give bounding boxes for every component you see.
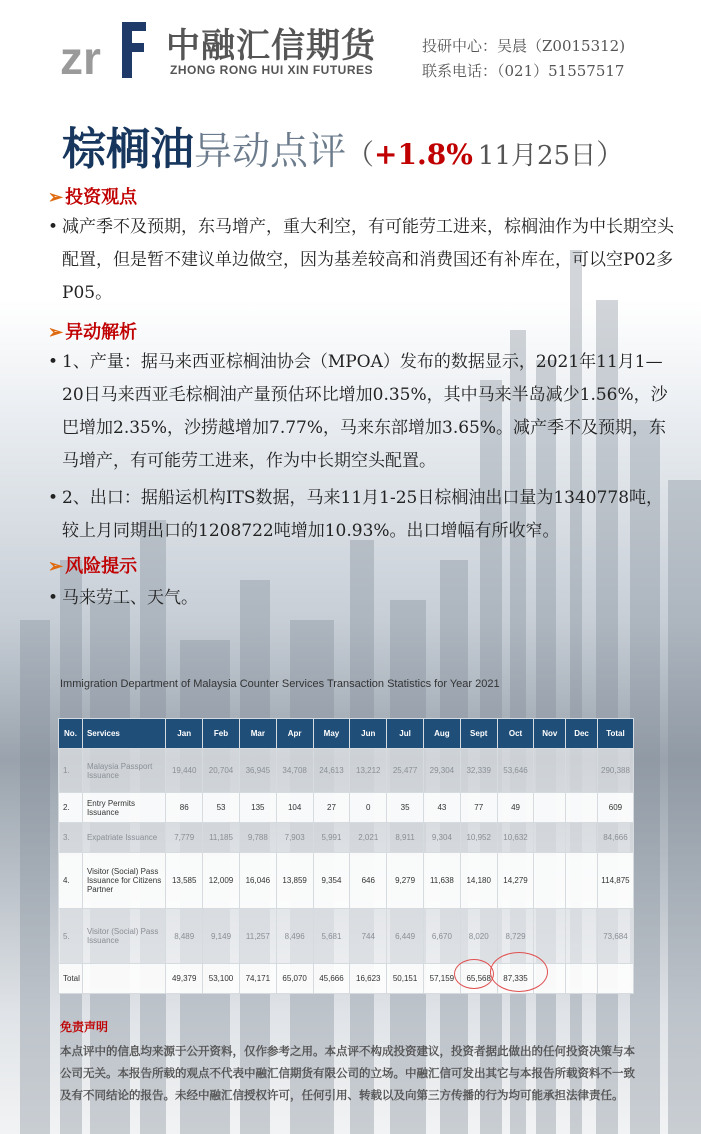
- table-cell: 104: [276, 793, 313, 823]
- table-cell: 646: [350, 853, 387, 909]
- table-cell: 9,149: [203, 909, 240, 964]
- table-cell: 53,100: [203, 964, 240, 994]
- col-header: Total: [597, 719, 633, 749]
- table-cell: 73,684: [597, 909, 633, 964]
- table-cell: 32,339: [460, 749, 497, 793]
- table-cell: [566, 793, 598, 823]
- table-cell: 25,477: [387, 749, 424, 793]
- table-cell: 84,666: [597, 823, 633, 853]
- title-paren-open: （: [346, 138, 375, 171]
- title-paren-close: ）: [596, 138, 625, 171]
- table-cell: Malaysia Passport Issuance: [82, 749, 165, 793]
- analysis-bullet-2: [48, 482, 678, 548]
- col-header: Jul: [387, 719, 424, 749]
- contact-info: [422, 34, 625, 84]
- table-cell: [566, 823, 598, 853]
- table-cell: [534, 823, 566, 853]
- table-cell: 10,632: [497, 823, 534, 853]
- table-header-row: [59, 719, 634, 749]
- table-cell: 5,991: [313, 823, 350, 853]
- col-header: Jan: [166, 719, 203, 749]
- col-header: Oct: [497, 719, 534, 749]
- company-logo-icon: [60, 12, 160, 82]
- table-cell: 16,623: [350, 964, 387, 994]
- col-header: Nov: [534, 719, 566, 749]
- col-header: Mar: [239, 719, 276, 749]
- table-cell: 36,945: [239, 749, 276, 793]
- analysis-text-1: 1、产量：据马来西亚棕榈油协会（MPOA）发布的数据显示，2021年11月1—20日马来西亚毛棕榈油产量预估环比增加0.35%，其中马来半岛减少1.56%，沙巴增加2.35%，沙捞越增加7.77%，马来东部增加3.65%。减产季不及预期，东马增产，有可能劳工进来，作为中长期空头配置。: [62, 352, 668, 471]
- col-header: Jun: [350, 719, 387, 749]
- table-row: [59, 793, 634, 823]
- table-cell: 11,638: [423, 853, 460, 909]
- table-cell: 9,279: [387, 853, 424, 909]
- table-cell: [566, 853, 598, 909]
- title-sub: 异动点评: [194, 129, 347, 173]
- table-cell: 34,708: [276, 749, 313, 793]
- company-name-en: ZHONG RONG HUI XIN FUTURES: [170, 63, 374, 77]
- table-cell: [534, 793, 566, 823]
- table-cell: 45,666: [313, 964, 350, 994]
- risk-text: 马来劳工、天气。: [62, 588, 198, 608]
- table-cell: Visitor (Social) Pass Issuance: [82, 909, 165, 964]
- table-cell: 12,009: [203, 853, 240, 909]
- table-cell: 29,304: [423, 749, 460, 793]
- col-header: No.: [59, 719, 83, 749]
- table-cell: 20,704: [203, 749, 240, 793]
- bullet-icon: •: [48, 588, 59, 608]
- table-cell: 10,952: [460, 823, 497, 853]
- disclaimer-text: 本点评中的信息均来源于公开资料，仅作参考之用。本点评不构成投资建议，投资者据此做出的任何投资决策与本公司无关。本报告所载的观点不代表中融汇信期货有限公司的立场。中融汇信可发出其它与本报告所载资料不一致及有不同结论的报告。未经中融汇信授权许可，任何引用、转载以及向第三方传播的行为均可能承担法律责任。: [60, 1044, 635, 1102]
- svg-text:zr: zr: [60, 32, 101, 82]
- table-cell: 49,379: [166, 964, 203, 994]
- table-cell: 16,046: [239, 853, 276, 909]
- table-title: Immigration Department of Malaysia Counter Services Transaction Statistics for Year 2021: [60, 678, 500, 690]
- col-header: Services: [82, 719, 165, 749]
- table-cell: [534, 853, 566, 909]
- table-cell: 13,212: [350, 749, 387, 793]
- analysis-bullet-1: [48, 346, 678, 478]
- table-cell: 27: [313, 793, 350, 823]
- section-head-view: ➢ 投资观点: [48, 187, 138, 208]
- statistics-table: [58, 718, 634, 994]
- table-cell: 53,646: [497, 749, 534, 793]
- table-cell: [566, 749, 598, 793]
- table-cell: 5.: [59, 909, 83, 964]
- table-cell: 49: [497, 793, 534, 823]
- table-cell: 1.: [59, 749, 83, 793]
- table-cell: 8,020: [460, 909, 497, 964]
- table-cell: 2.: [59, 793, 83, 823]
- report-title: [62, 113, 624, 177]
- col-header: May: [313, 719, 350, 749]
- arrow-icon: ➢: [48, 556, 64, 577]
- table-cell: [566, 964, 598, 994]
- highlight-circle-sept: [454, 959, 494, 989]
- table-cell: 7,779: [166, 823, 203, 853]
- table-cell: 87,335: [497, 964, 534, 994]
- table-cell: [82, 964, 165, 994]
- table-cell: 14,279: [497, 853, 534, 909]
- table-cell: 86: [166, 793, 203, 823]
- table-row: [59, 749, 634, 793]
- phone-line: 联系电话：（021）51557517: [422, 62, 625, 80]
- table-cell: 24,613: [313, 749, 350, 793]
- risk-bullet: [48, 582, 678, 615]
- table-cell: 3.: [59, 823, 83, 853]
- table-cell: 5,681: [313, 909, 350, 964]
- title-change: +1.8%: [374, 138, 473, 171]
- table-cell: 43: [423, 793, 460, 823]
- analysis-text-2: 2、出口：据船运机构ITS数据，马来11月1-25日棕榈油出口量为1340778吨，较上月同期出口的1208722吨增加10.93%。出口增幅有所收窄。: [62, 488, 664, 541]
- table-cell: 77: [460, 793, 497, 823]
- title-commodity: 棕榈油: [62, 124, 194, 175]
- col-header: Dec: [566, 719, 598, 749]
- col-header: Aug: [423, 719, 460, 749]
- table-cell: 8,489: [166, 909, 203, 964]
- table-cell: 9,788: [239, 823, 276, 853]
- bullet-icon: •: [48, 488, 59, 508]
- section-head-analysis: ➢ 异动解析: [48, 322, 138, 343]
- report-header: [0, 0, 701, 100]
- table-cell: 53: [203, 793, 240, 823]
- table-cell: 0: [350, 793, 387, 823]
- table-cell: 2,021: [350, 823, 387, 853]
- col-header: Apr: [276, 719, 313, 749]
- view-bullet: [48, 211, 678, 310]
- table-cell: 8,911: [387, 823, 424, 853]
- table-cell: 4.: [59, 853, 83, 909]
- col-header: Feb: [203, 719, 240, 749]
- table-cell: [566, 909, 598, 964]
- disclaimer-title: 免责声明: [60, 1020, 109, 1034]
- title-date: 11月25日: [477, 141, 597, 171]
- table-cell: 19,440: [166, 749, 203, 793]
- table-cell: 114,875: [597, 853, 633, 909]
- table-cell: 35: [387, 793, 424, 823]
- table-cell: 7,903: [276, 823, 313, 853]
- table-cell: 135: [239, 793, 276, 823]
- table-cell: [597, 964, 633, 994]
- table-cell: Visitor (Social) Pass Issuance for Citizens Partner: [82, 853, 165, 909]
- table-cell: Expatriate Issuance: [82, 823, 165, 853]
- table-cell: 6,449: [387, 909, 424, 964]
- table-cell: 290,388: [597, 749, 633, 793]
- table-cell: 11,185: [203, 823, 240, 853]
- table-cell: 9,304: [423, 823, 460, 853]
- arrow-icon: ➢: [48, 187, 64, 208]
- table-cell: 744: [350, 909, 387, 964]
- bullet-icon: •: [48, 217, 59, 237]
- table-cell: [534, 749, 566, 793]
- table-cell: 11,257: [239, 909, 276, 964]
- table-cell: 8,496: [276, 909, 313, 964]
- table-cell: 14,180: [460, 853, 497, 909]
- table-cell: 74,171: [239, 964, 276, 994]
- table-cell: 65,568: [460, 964, 497, 994]
- table-cell: 13,585: [166, 853, 203, 909]
- table-cell: 13,859: [276, 853, 313, 909]
- view-text: 减产季不及预期，东马增产，重大利空，有可能劳工进来，棕榈油作为中长期空头配置，但是暂不建议单边做空，因为基差较高和消费国还有补库在，可以空P02多P05。: [62, 217, 674, 303]
- col-header: Sept: [460, 719, 497, 749]
- section-head-risk: ➢ 风险提示: [48, 556, 138, 577]
- table-cell: 609: [597, 793, 633, 823]
- table-row: [59, 909, 634, 964]
- table-cell: Entry Permits Issuance: [82, 793, 165, 823]
- table-cell: 65,070: [276, 964, 313, 994]
- table-row: [59, 823, 634, 853]
- table-cell: 8,729: [497, 909, 534, 964]
- table-row: [59, 853, 634, 909]
- table-cell: 57,159: [423, 964, 460, 994]
- highlight-circle-oct: [490, 952, 548, 992]
- table-cell: 9,354: [313, 853, 350, 909]
- table-cell: 6,670: [423, 909, 460, 964]
- analyst-line: 投研中心：吴晨（Z0015312): [422, 37, 626, 55]
- arrow-icon: ➢: [48, 322, 64, 343]
- table-cell: 50,151: [387, 964, 424, 994]
- company-name-cn: 中融汇信期货: [166, 26, 376, 66]
- bullet-icon: •: [48, 352, 59, 372]
- table-cell: [534, 909, 566, 964]
- table-cell: Total: [59, 964, 83, 994]
